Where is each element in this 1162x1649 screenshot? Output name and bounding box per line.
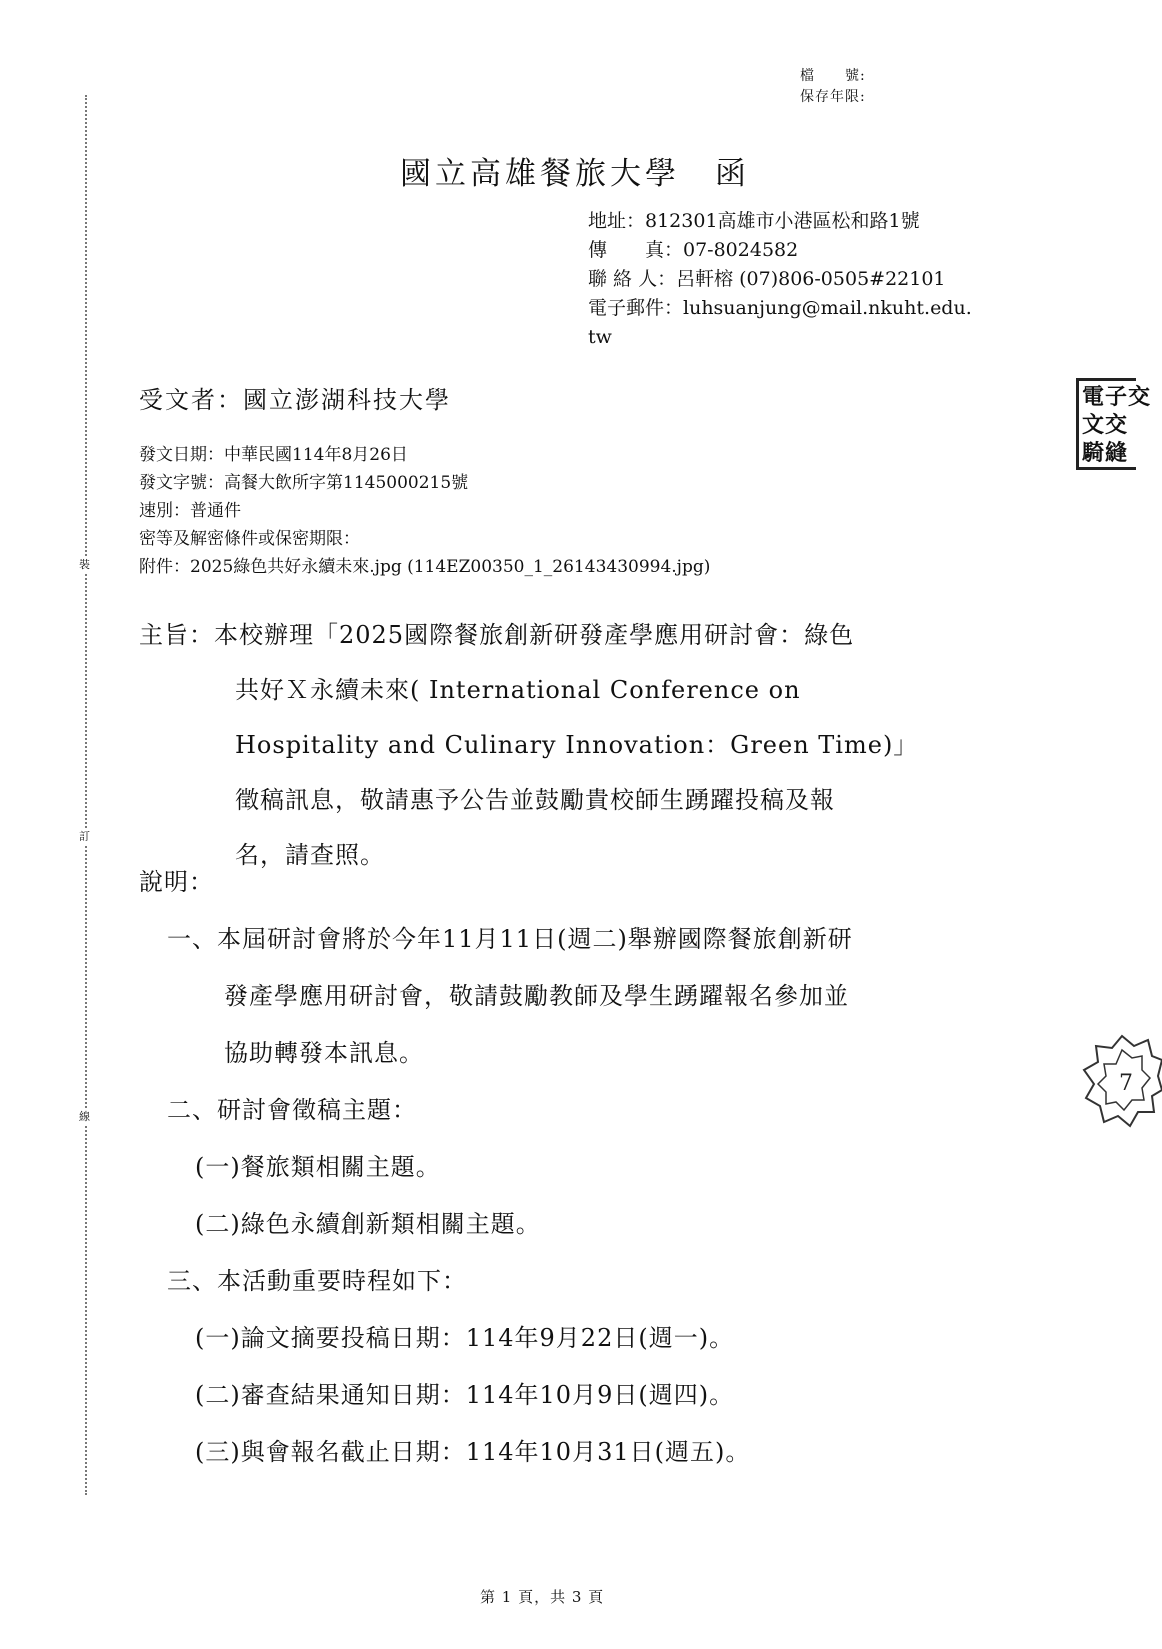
page-footer: 第 1 頁，共 3 頁	[480, 1588, 605, 1606]
issue-date: 發文日期：中華民國114年8月26日	[139, 445, 408, 465]
subject-line: 共好Ｘ永續未來( International Conference on	[235, 676, 801, 704]
seal-icon	[1082, 1030, 1162, 1130]
item-2-sub: (一)餐旅類相關主題。	[195, 1153, 441, 1181]
item-2-sub: (二)綠色永續創新類相關主題。	[195, 1210, 541, 1238]
file-number-label: 檔 號:	[800, 68, 866, 84]
subject-line: 名，請查照。	[235, 841, 385, 869]
sender-email-line1: 電子郵件：luhsuanjung@mail.nkuht.edu.	[588, 297, 972, 319]
binding-dotted-line	[85, 95, 87, 1495]
sender-address: 地址：812301高雄市小港區松和路1號	[588, 210, 920, 232]
item-1-line: 一、本屆研討會將於今年11月11日(週二)舉辦國際餐旅創新研	[167, 925, 853, 953]
attachment: 附件：2025綠色共好永續未來.jpg (114EZ00350_1_26143430994.jpg)	[139, 557, 711, 577]
explanation	[139, 868, 853, 1481]
sender-fax: 傳 真：07-8024582	[588, 239, 799, 261]
binding-mark-ding: 訂	[79, 830, 90, 843]
item-3-sub: (一)論文摘要投稿日期：114年9月22日(週一)。	[195, 1324, 735, 1352]
electronic-exchange-stamp	[1076, 378, 1152, 470]
delivery-speed: 速別：普通件	[139, 501, 241, 521]
secrecy-level: 密等及解密條件或保密期限：	[139, 529, 360, 549]
item-1-line: 協助轉發本訊息。	[224, 1039, 424, 1067]
stamp-line: 騎縫	[1082, 440, 1129, 466]
item-3-heading: 三、本活動重要時程如下：	[167, 1267, 467, 1295]
document-title: 國立高雄餐旅大學 函	[400, 156, 750, 192]
archive-info	[800, 66, 866, 108]
retention-period-label: 保存年限:	[800, 89, 866, 105]
subject	[139, 608, 1019, 883]
item-3-sub: (三)與會報名截止日期：114年10月31日(週五)。	[195, 1438, 751, 1466]
subject-line: 徵稿訊息，敬請惠予公告並鼓勵貴校師生踴躍投稿及報	[235, 786, 835, 814]
seal-text: 7	[1119, 1071, 1133, 1096]
stamp-line: 電子交	[1082, 384, 1152, 410]
item-1-line: 發產學應用研討會，敬請鼓勵教師及學生踴躍報名參加並	[224, 982, 849, 1010]
subject-line: 主旨：本校辦理「2025國際餐旅創新研發產學應用研討會：綠色	[139, 621, 855, 649]
sender-email-line2: tw	[588, 326, 612, 348]
stamp-line: 文交	[1082, 412, 1129, 438]
document-number: 發文字號：高餐大飲所字第1145000215號	[139, 473, 469, 493]
item-2-heading: 二、研討會徵稿主題：	[167, 1096, 417, 1124]
issuing-meta	[139, 441, 710, 581]
recipient: 受文者：國立澎湖科技大學	[139, 386, 451, 414]
binding-mark-xian: 線	[79, 1110, 90, 1123]
sender-info	[588, 207, 972, 352]
item-3-sub: (二)審查結果通知日期：114年10月9日(週四)。	[195, 1381, 735, 1409]
subject-line: Hospitality and Culinary Innovation：Green Time)」	[235, 731, 919, 759]
explanation-heading: 說明：	[139, 868, 214, 896]
binding-mark-zhuang: 裝	[79, 558, 90, 571]
sender-contact: 聯 絡 人：呂軒榕 (07)806-0505#22101	[588, 268, 946, 290]
